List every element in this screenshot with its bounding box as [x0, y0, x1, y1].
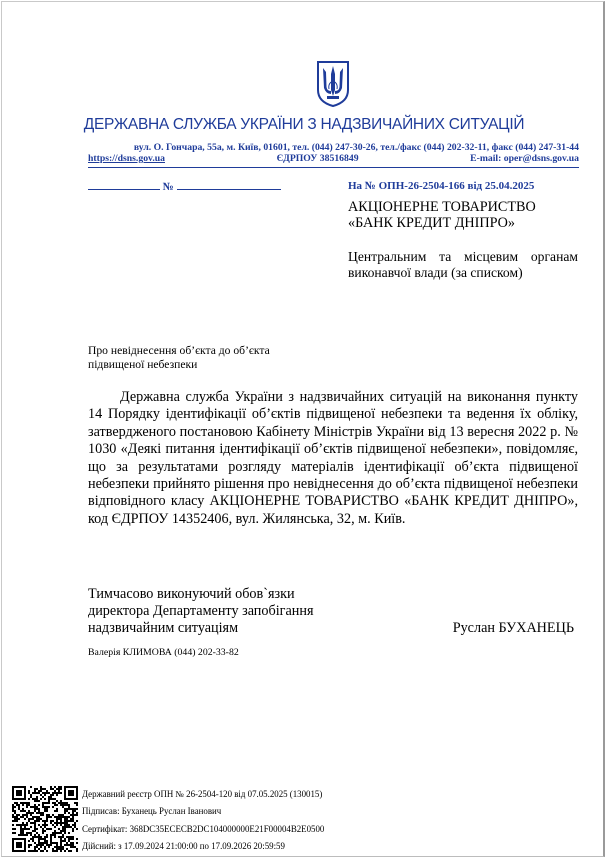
position-line: Тимчасово виконуючий обов`язки: [88, 586, 295, 602]
edrpou-code: ЄДРПОУ 38516849: [276, 153, 359, 164]
letter-body: Державна служба України з надзвичайних ситуацій на виконання пункту 14 Порядку ідентифікації об’єктів підвищеної небезпеки та ведення їх обліку, затвердженого постановою Кабінету Міністрів України від 13 вересня 2022 р. № 1030 «Деякі питання ідентифікації об’єктів підвищеної небезпеки», повідомляє, що за результатами розгляду матеріалів ідентифікації об’єкта підвищеної небезпеки прийнято рішення про невіднесення до об’єкта підвищеної небезпеки відповідного класу АКЦІОНЕРНЕ ТОВАРИСТВО «БАНК КРЕДИТ ДНІПРО», код ЄДРПОУ 14352406, вул. Жилянська, 32, м. Київ.: [88, 389, 578, 527]
position-line: директора Департаменту запобігання: [88, 603, 314, 619]
letter-subject: [88, 344, 308, 372]
addressee-primary: [348, 199, 578, 231]
agency-address: вул. О. Гончара, 55а, м. Київ, 01601, тел. (044) 247-30-26, тел./факс (044) 202-32-11, факс (044) 247-31-44: [133, 142, 579, 153]
position-line: надзвичайним ситуаціям: [88, 620, 239, 636]
number-blank: [177, 180, 281, 190]
register-info: Державний реєстр ОПН № 26-2504-120 від 07.05.2025 (130015): [82, 789, 323, 799]
number-sign: №: [162, 181, 174, 193]
subject-line: підвищеної небезпеки: [88, 358, 198, 371]
executor-contact: Валерія КЛИМОВА (044) 202-33-82: [88, 647, 239, 658]
qr-code-icon: [12, 786, 78, 852]
addressee-line: виконавчої влади (за списком): [348, 265, 523, 280]
certificate-validity: Дійсний: з 17.09.2024 21:00:00 по 17.09.2026 20:59:59: [82, 841, 285, 851]
signatory-position: [88, 586, 313, 637]
reply-reference: На № ОПН-26-2504-166 від 25.04.2025: [348, 180, 535, 192]
email-link[interactable]: E-mail: oper@dsns.gov.ua: [470, 153, 579, 164]
signatory-name: Руслан БУХАНЕЦЬ: [452, 620, 574, 636]
header-divider: [88, 167, 579, 168]
addressee-line: Центральним та місцевим органам: [348, 249, 578, 264]
registration-blank: [88, 180, 281, 193]
website-link[interactable]: https://dsns.gov.ua: [88, 153, 165, 164]
agency-name: ДЕРЖАВНА СЛУЖБА УКРАЇНИ З НАДЗВИЧАЙНИХ СИТУАЦІЙ: [83, 116, 525, 133]
agency-contacts: [88, 153, 579, 164]
signed-by: Підписав: Буханець Руслан Іванович: [82, 806, 222, 816]
addressee-line: АКЦІОНЕРНЕ ТОВАРИСТВО: [348, 199, 536, 215]
addressee-secondary: [348, 249, 578, 281]
date-blank: [88, 180, 160, 190]
coat-of-arms-icon: [316, 60, 350, 108]
subject-line: Про невіднесення об’єкта до об’єкта: [88, 344, 270, 357]
certificate-id: Сертифікат: 368DC35ECECB2DC104000000E21F00004B2E0500: [82, 824, 325, 834]
addressee-line: «БАНК КРЕДИТ ДНІПРО»: [348, 215, 516, 231]
